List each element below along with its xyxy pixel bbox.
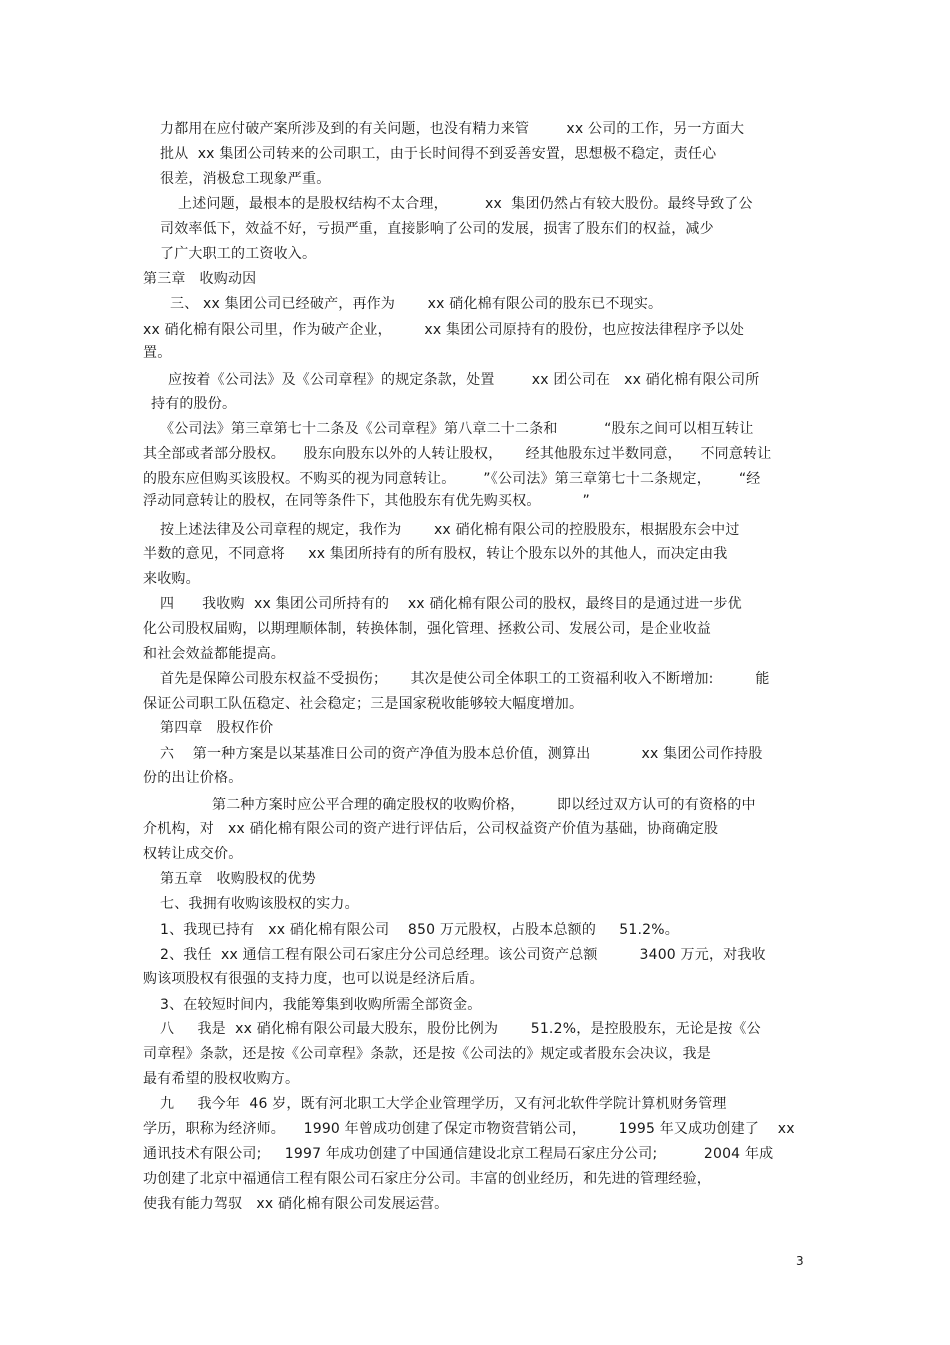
text-line: 《公司法》第三章第七十二条及《公司章程》第八章二十二条和 “股东之间可以相互转让 [160,421,754,437]
chapter-heading: 第五章 收购股权的优势 [160,871,316,887]
text-line: xx 硝化棉有限公司里，作为破产企业， xx 集团公司原持有的股份，也应按法律程序予以处 [143,322,745,338]
text-line: 八 我是 xx 硝化棉有限公司最大股东，股份比例为 51.2%，是控股股东，无论是按《公 [160,1021,761,1037]
text-line: 份的出让价格。 [143,770,243,786]
text-line: 首先是保障公司股东权益不受损伤； 其次是使公司全体职工的工资福利收入不断增加: 能 [160,671,770,687]
text-line: 置。 [143,345,172,361]
text-line: 学历，职称为经济师。 1990 年曾成功创建了保定市物资营销公司， 1995 年又成功创建了 xx [143,1121,795,1137]
text-line: 上述问题，最根本的是股权结构不太合理， xx 集团仍然占有较大股份。最终导致了公 [178,196,753,212]
text-line: 持有的股份。 [151,396,237,412]
text-line: 2、我任 xx 通信工程有限公司石家庄分公司总经理。该公司资产总额 3400 万元，对我收 [160,947,766,963]
chapter-heading: 第四章 股权作价 [160,720,274,736]
text-line: 半数的意见，不同意将 xx 集团所持有的所有股权，转让个股东以外的其他人，而决定由我 [143,546,728,562]
chapter-heading: 第三章 收购动因 [143,271,257,287]
text-line: 使我有能力驾驭 xx 硝化棉有限公司发展运营。 [143,1196,449,1212]
text-line: 批从 xx 集团公司转来的公司职工，由于长时间得不到妥善安置，思想极不稳定，责任心 [160,146,717,162]
text-line: 按上述法律及公司章程的规定，我作为 xx 硝化棉有限公司的控股股东，根据股东会中过 [160,522,740,538]
text-line: 功创建了北京中福通信工程有限公司石家庄分公司。丰富的创业经历，和先进的管理经验， [143,1171,711,1187]
text-line: 1、我现已持有 xx 硝化棉有限公司 850 万元股权，占股本总额的 51.2%。 [160,922,679,938]
text-line: 最有希望的股权收购方。 [143,1071,300,1087]
text-line: 的股东应但购买该股权。不购买的视为同意转让。 ”《公司法》第三章第七十二条规定， “经 [143,471,761,487]
text-line: 3、在较短时间内，我能筹集到收购所需全部资金。 [160,997,482,1013]
text-line: 很差，消极怠工现象严重。 [160,171,331,187]
text-line: 六 第一种方案是以某基准日公司的资产净值为股本总价值，测算出 xx 集团公司作持股 [160,746,763,762]
text-line: 通讯技术有限公司; 1997 年成功创建了中国通信建设北京工程局石家庄分公司; 2004 年成 [143,1146,774,1162]
text-line: 化公司股权届购，以期理顺体制，转换体制，强化管理、拯救公司、发展公司，是企业收益 [143,621,711,637]
text-line: 购该项股权有很强的支持力度，也可以说是经济后盾。 [143,971,484,987]
text-line: 应按着《公司法》及《公司章程》的规定条款，处置 xx 团公司在 xx 硝化棉有限公司所 [168,372,760,388]
text-line: 保证公司职工队伍稳定、社会稳定；三是国家税收能够较大幅度增加。 [143,696,584,712]
text-line: 七、我拥有收购该股权的实力。 [160,896,359,912]
text-line: 九 我今年 46 岁，既有河北职工大学企业管理学历，又有河北软件学院计算机财务管理 [160,1096,727,1112]
text-line: 司章程》条款，还是按《公司章程》条款，还是按《公司法的》规定或者股东会决议，我是 [143,1046,711,1062]
text-line: 第二种方案时应公平合理的确定股权的收购价格， 即以经过双方认可的有资格的中 [212,797,756,813]
text-line: 权转让成交价。 [143,846,243,862]
text-line: 力都用在应付破产案所涉及到的有关问题，也没有精力来管 xx 公司的工作，另一方面大 [160,121,745,137]
text-line: 了广大职工的工资收入。 [160,246,317,262]
text-line: 浮动同意转让的股权，在同等条件下，其他股东有优先购买权。 ” [143,493,590,509]
text-line: 其全部或者部分股权。 股东向股东以外的人转让股权， 经其他股东过半数同意， 不同意转让 [143,446,772,462]
text-line: 和社会效益都能提高。 [143,646,285,662]
text-line: 介机构，对 xx 硝化棉有限公司的资产进行评估后，公司权益资产价值为基础，协商确定股 [143,821,719,837]
text-line: 三、 xx 集团公司已经破产，再作为 xx 硝化棉有限公司的股东已不现实。 [170,296,663,312]
text-line: 来收购。 [143,571,200,587]
text-line: 四 我收购 xx 集团公司所持有的 xx 硝化棉有限公司的股权，最终目的是通过进一步优 [160,596,742,612]
text-line: 司效率低下，效益不好，亏损严重，直接影响了公司的发展，损害了股东们的权益，减少 [160,221,714,237]
page-number: 3 [796,1254,804,1268]
